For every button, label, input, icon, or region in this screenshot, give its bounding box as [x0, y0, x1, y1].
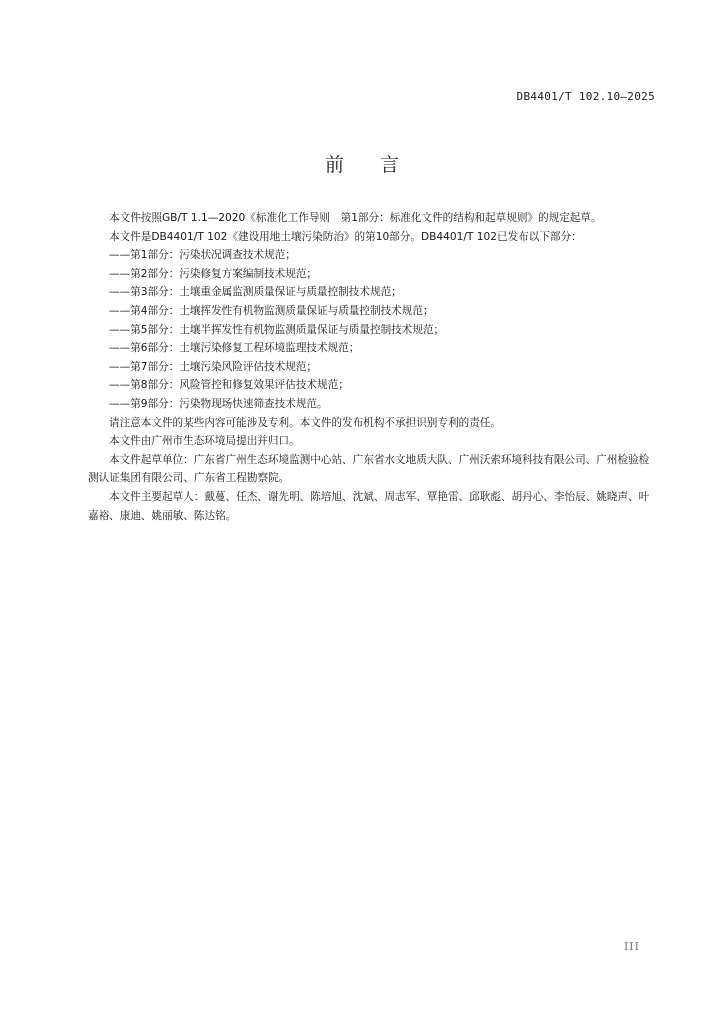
list-item: ——第3部分：土壤重金属监测质量保证与质量控制技术规范；: [109, 286, 402, 299]
paragraph-series-info: 本文件是DB4401/T 102《建设用地土壤污染防治》的第10部分。DB4401/T 102已发布以下部分：: [109, 230, 582, 243]
foreword-body: [88, 209, 658, 525]
parts-list: [88, 246, 658, 413]
list-item: ——第8部分：风险管控和修复效果评估技术规范；: [109, 379, 349, 392]
paragraph-proposer: 本文件由广州市生态环境局提出并归口。: [109, 435, 300, 448]
list-item: ——第9部分：污染物现场快速筛查技术规范。: [109, 397, 328, 410]
list-item: ——第4部分：土壤挥发性有机物监测质量保证与质量控制技术规范；: [109, 304, 434, 317]
page-title: 前言: [324, 154, 435, 176]
list-item: ——第5部分：土壤半挥发性有机物监测质量保证与质量控制技术规范；: [109, 323, 445, 336]
list-item: ——第2部分：污染修复方案编制技术规范；: [109, 267, 318, 280]
paragraph-drafters: 本文件主要起草人：戴蔓、任杰、谢先明、陈培旭、沈斌、周志军、覃艳雷、邱耿彪、胡丹心、李怡辰、姚晓声、叶嘉裕、康迪、姚丽敏、陈达铭。: [88, 490, 650, 522]
list-item: ——第6部分：土壤污染修复工程环境监理技术规范；: [109, 342, 360, 355]
page-number: III: [623, 940, 640, 953]
paragraph-drafting-units: 本文件起草单位：广东省广州生态环境监测中心站、广东省水文地质大队、广州沃索环境科技有限公司、广州检验检测认证集团有限公司、广东省工程勘察院。: [88, 453, 650, 485]
paragraph-drafting-basis: 本文件按照GB/T 1.1—2020《标准化工作导则 第1部分：标准化文件的结构和起草规则》的规定起草。: [109, 212, 602, 224]
document-code: DB4401/T 102.10—2025: [516, 90, 655, 103]
list-item: ——第7部分：土壤污染风险评估技术规范；: [109, 360, 318, 373]
paragraph-patent-note: 请注意本文件的某些内容可能涉及专利。本文件的发布机构不承担识别专利的责任。: [109, 416, 501, 429]
list-item: ——第1部分：污染状况调查技术规范；: [109, 249, 296, 262]
